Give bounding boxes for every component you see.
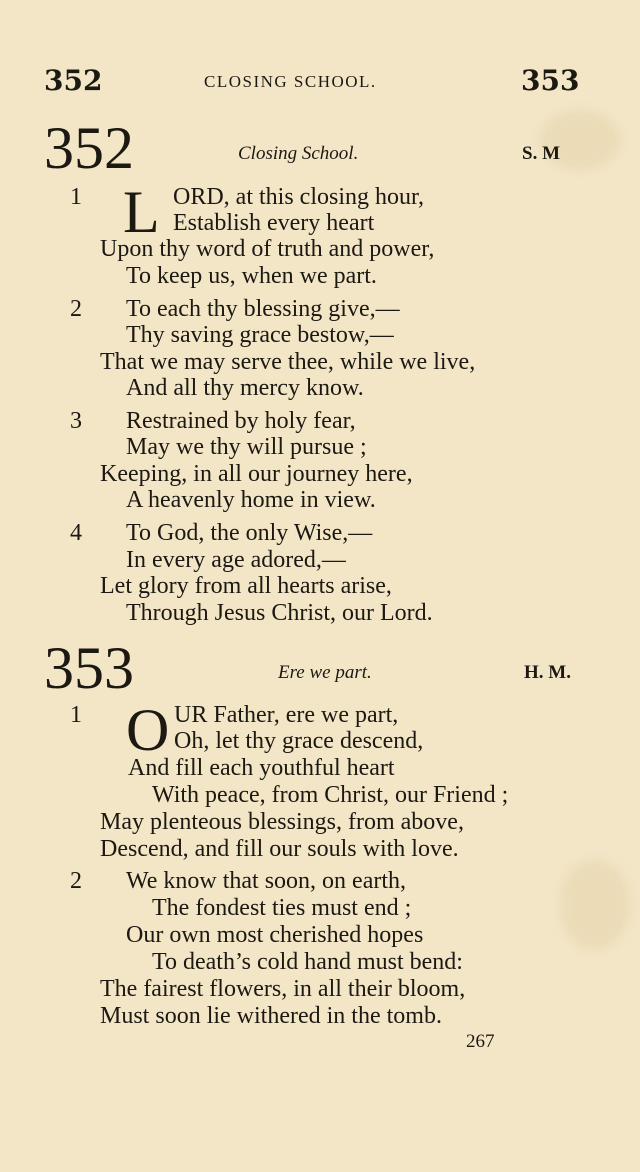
hymn-meter: H. M. [524, 662, 571, 683]
verse-line: Must soon lie withered in the tomb. [100, 1003, 442, 1029]
verse-line: Thy saving grace bestow,— [126, 322, 394, 348]
running-title: CLOSING SCHOOL. [204, 72, 377, 91]
paper-stain [560, 860, 630, 950]
verse-line: Oh, let thy grace descend, [174, 728, 424, 754]
hymn-title: Ere we part. [278, 662, 372, 683]
stanza-number: 2 [70, 868, 82, 894]
verse-line: ORD, at this closing hour, [173, 184, 425, 210]
verse-line: Upon thy word of truth and power, [100, 236, 435, 262]
verse-line: To God, the only Wise,— [126, 520, 373, 546]
verse-line: To keep us, when we part. [126, 263, 377, 289]
verse-line: That we may serve thee, while we live, [100, 349, 476, 375]
verse-line: And all thy mercy know. [126, 375, 364, 401]
verse-line: A heavenly home in view. [126, 487, 376, 513]
stanza-number: 1 [70, 702, 82, 728]
stanza-number: 2 [70, 296, 82, 322]
verse-line: In every age adored,— [126, 547, 346, 573]
verse-line: The fondest ties must end ; [152, 895, 412, 921]
verse-line: The fairest flowers, in all their bloom, [100, 976, 466, 1002]
verse-line: Keeping, in all our journey here, [100, 461, 413, 487]
left-page-number: 352 [44, 64, 103, 97]
hymn-title: Closing School. [238, 143, 359, 164]
verse-line: We know that soon, on earth, [126, 868, 407, 894]
verse-line: With peace, from Christ, our Friend ; [152, 782, 509, 808]
verse-line: Restrained by holy fear, [126, 408, 356, 434]
verse-line: Through Jesus Christ, our Lord. [126, 600, 433, 626]
verse-line: To each thy blessing give,— [126, 296, 400, 322]
hymn-meter: S. M [522, 143, 560, 164]
verse-line: Our own most cherished hopes [126, 922, 424, 948]
hymn-number: 353 [44, 635, 134, 701]
verse-line: May we thy will pursue ; [126, 434, 367, 460]
verse-line: Descend, and fill our souls with love. [100, 836, 459, 862]
drop-cap: L [123, 179, 160, 245]
stanza-number: 4 [70, 520, 82, 546]
verse-line: To death’s cold hand must bend: [152, 949, 463, 975]
stanza-number: 1 [70, 184, 82, 210]
verse-line: Establish every heart [173, 210, 375, 236]
drop-cap: O [126, 697, 170, 763]
footer-page-number: 267 [466, 1031, 495, 1052]
verse-line: And fill each youthful heart [128, 755, 395, 781]
right-page-number: 353 [521, 64, 580, 97]
verse-line: UR Father, ere we part, [174, 702, 399, 728]
hymn-number: 352 [44, 115, 134, 181]
verse-line: Let glory from all hearts arise, [100, 573, 392, 599]
verse-line: May plenteous blessings, from above, [100, 809, 464, 835]
stanza-number: 3 [70, 408, 82, 434]
